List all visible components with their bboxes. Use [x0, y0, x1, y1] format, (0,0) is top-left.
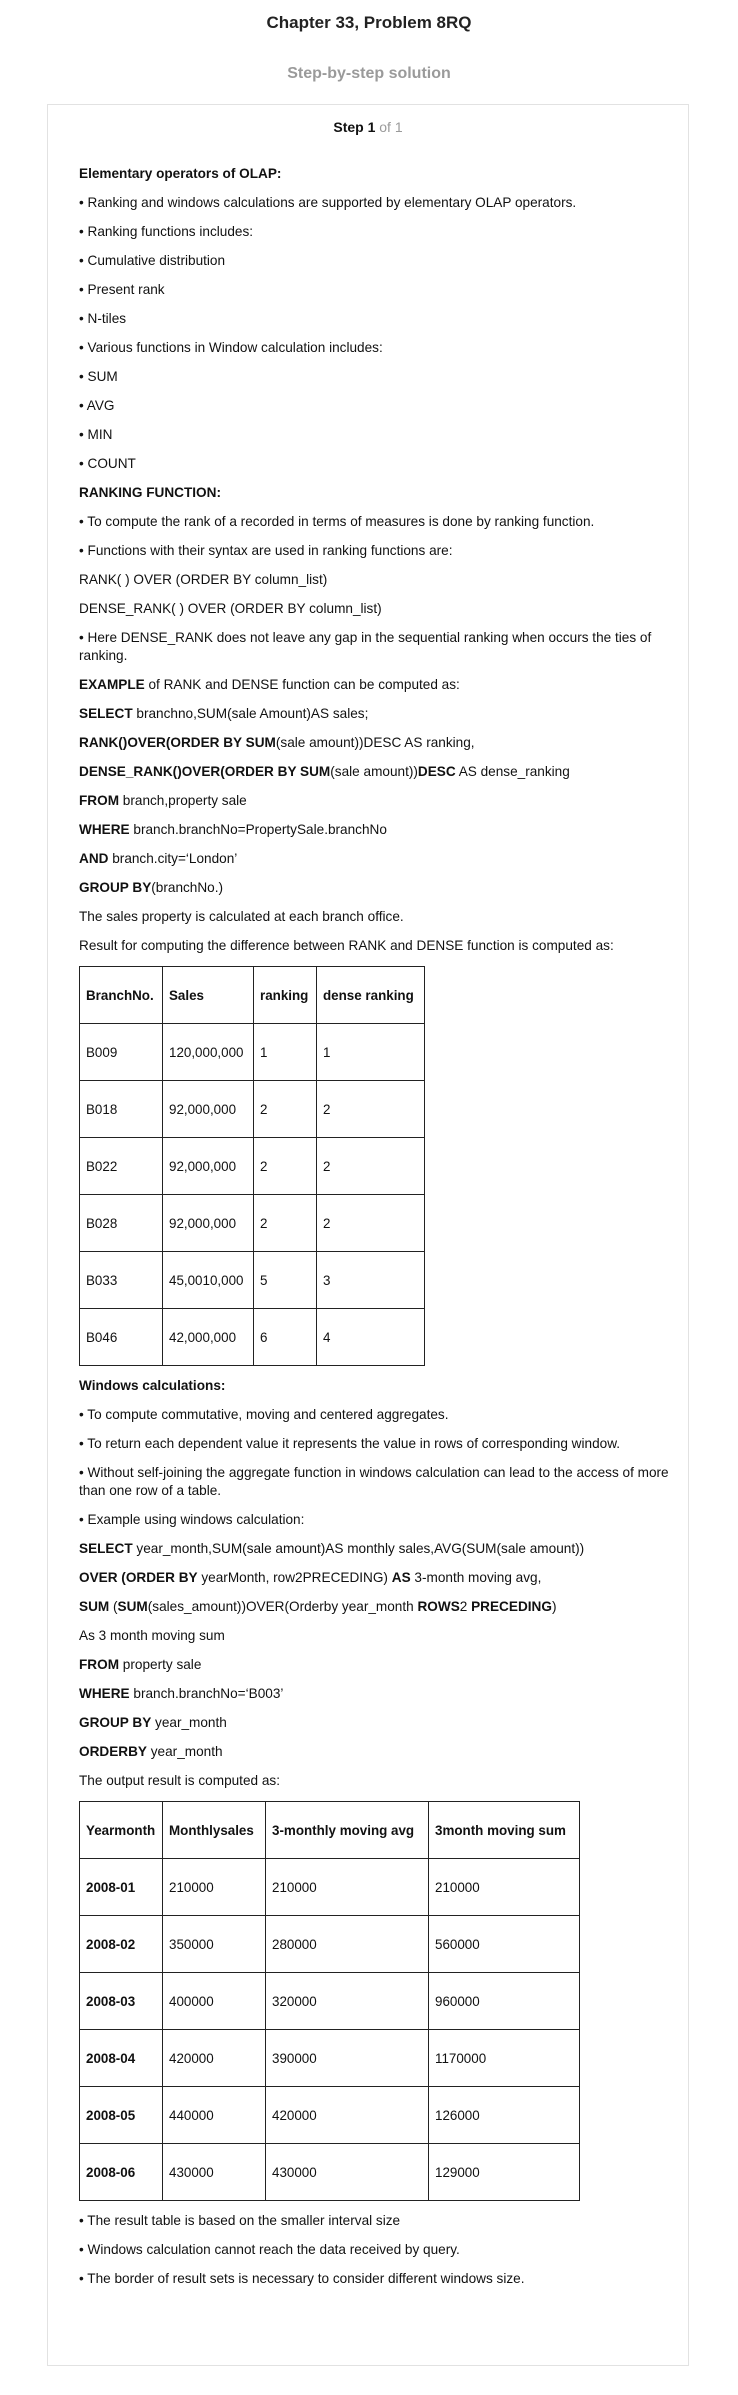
code-line: RANK( ) OVER (ORDER BY column_list): [79, 572, 328, 587]
paragraph: • Functions with their syntax are used in ranking functions are:: [79, 543, 453, 558]
table-cell: 92,000,000: [163, 1138, 254, 1195]
paragraph: • MIN: [79, 427, 113, 442]
sql-line: [79, 734, 671, 752]
keyword: FROM: [79, 1657, 120, 1672]
table-row: [80, 1916, 580, 1973]
keyword: ORDERBY: [79, 1744, 147, 1759]
windows-heading: Windows calculations:: [79, 1378, 226, 1393]
sql-line: [79, 1685, 671, 1703]
text: year_month: [146, 1744, 223, 1759]
column-header: 3month moving sum: [429, 1802, 580, 1859]
keyword: FROM: [79, 793, 120, 808]
table-cell: 430000: [163, 2144, 266, 2201]
paragraph: Result for computing the difference between RANK and DENSE function is computed as:: [79, 938, 614, 953]
sql-line: [79, 1656, 671, 1674]
table-cell: 2008-05: [80, 2087, 163, 2144]
table-row: [80, 1024, 425, 1081]
table-cell: 2008-01: [80, 1859, 163, 1916]
ranking-heading: RANKING FUNCTION:: [79, 485, 221, 500]
paragraph: • COUNT: [79, 456, 136, 471]
text: 3-month moving avg,: [410, 1570, 542, 1585]
keyword: SUM: [117, 1599, 148, 1614]
text: year_month: [151, 1715, 227, 1730]
column-header: dense ranking: [317, 967, 425, 1024]
paragraph: The output result is computed as:: [79, 1773, 280, 1788]
paragraph: • Without self-joining the aggregate function in windows calculation can lead to the access of more than one row of a table.: [79, 1465, 669, 1498]
text: yearMonth, row2PRECEDING): [197, 1570, 392, 1585]
table-cell: 2008-06: [80, 2144, 163, 2201]
sql-line: [79, 850, 671, 868]
table-cell: 2: [254, 1195, 317, 1252]
table-cell: 2008-04: [80, 2030, 163, 2087]
keyword: AS: [391, 1570, 411, 1585]
text: (sale amount))DESC AS ranking,: [275, 735, 475, 750]
table-row: [80, 2087, 580, 2144]
sql-line: As 3 month moving sum: [79, 1628, 225, 1643]
step-header: [48, 119, 688, 139]
paragraph: • To compute the rank of a recorded in terms of measures is done by ranking function.: [79, 514, 595, 529]
table-cell: B033: [80, 1252, 163, 1309]
keyword: AND: [79, 851, 109, 866]
paragraph: • To return each dependent value it represents the value in rows of corresponding window.: [79, 1436, 621, 1451]
text: branch.branchNo=‘B003’: [129, 1686, 284, 1701]
table-cell: 2: [254, 1138, 317, 1195]
table-cell: 5: [254, 1252, 317, 1309]
table-cell: 210000: [429, 1859, 580, 1916]
paragraph: • The result table is based on the smaller interval size: [79, 2213, 401, 2228]
column-header: 3-monthly moving avg: [266, 1802, 429, 1859]
table-row: [80, 1195, 425, 1252]
text: property sale: [119, 1657, 202, 1672]
table-row: [80, 1859, 580, 1916]
table-cell: 129000: [429, 2144, 580, 2201]
sql-line: [79, 879, 671, 897]
text: branch.branchNo=PropertySale.branchNo: [129, 822, 387, 837]
text: (sale amount)): [330, 764, 418, 779]
paragraph: • Cumulative distribution: [79, 253, 226, 268]
table-cell: 92,000,000: [163, 1195, 254, 1252]
sql-line: [79, 1569, 671, 1587]
column-header: Yearmonth: [80, 1802, 163, 1859]
table-row: [80, 2144, 580, 2201]
table-cell: 1170000: [429, 2030, 580, 2087]
table-cell: 390000: [266, 2030, 429, 2087]
table-cell: 4: [317, 1309, 425, 1366]
keyword: SELECT: [79, 706, 133, 721]
keyword: OVER (ORDER BY: [79, 1570, 198, 1585]
window-table: [79, 1801, 580, 2201]
paragraph: The sales property is calculated at each branch office.: [79, 909, 404, 924]
keyword: PRECEDING: [471, 1599, 552, 1614]
sql-line: [79, 821, 671, 839]
keyword: GROUP BY: [79, 1715, 152, 1730]
step-label: Step 1: [333, 119, 376, 135]
paragraph: • Various functions in Window calculation includes:: [79, 340, 383, 355]
paragraph: • Here DENSE_RANK does not leave any gap in the sequential ranking when occurs the ties of ranking.: [79, 630, 652, 663]
keyword: SELECT: [79, 1541, 133, 1556]
paragraph: • Windows calculation cannot reach the data received by query.: [79, 2242, 460, 2257]
code-line: DENSE_RANK( ) OVER (ORDER BY column_list): [79, 601, 382, 616]
keyword: WHERE: [79, 1686, 130, 1701]
step-of: of 1: [379, 119, 403, 135]
column-header: ranking: [254, 967, 317, 1024]
keyword: EXAMPLE: [79, 677, 145, 692]
table-cell: 42,000,000: [163, 1309, 254, 1366]
text: year_month,SUM(sale amount)AS monthly sales,AVG(SUM(sale amount)): [132, 1541, 585, 1556]
table-row: [80, 1081, 425, 1138]
table-cell: 420000: [266, 2087, 429, 2144]
table-cell: 350000: [163, 1916, 266, 1973]
paragraph: • N-tiles: [79, 311, 127, 326]
table-cell: 2: [317, 1195, 425, 1252]
table-cell: B028: [80, 1195, 163, 1252]
text: 2: [459, 1599, 472, 1614]
table-cell: B022: [80, 1138, 163, 1195]
table-row: [80, 2030, 580, 2087]
text: branchno,SUM(sale Amount)AS sales;: [132, 706, 369, 721]
table-cell: 1: [254, 1024, 317, 1081]
keyword: ROWS: [417, 1599, 460, 1614]
olap-heading: Elementary operators of OLAP:: [79, 166, 282, 181]
sql-line: [79, 705, 671, 723]
sql-line: [79, 1598, 671, 1616]
table-cell: 960000: [429, 1973, 580, 2030]
keyword: DENSE_RANK()OVER(ORDER BY SUM: [79, 764, 331, 779]
text: (sales_amount))OVER(Orderby year_month: [147, 1599, 418, 1614]
sql-line: [79, 792, 671, 810]
paragraph: [79, 676, 671, 694]
paragraph: • To compute commutative, moving and centered aggregates.: [79, 1407, 449, 1422]
text: ): [551, 1599, 557, 1614]
table-header-row: [80, 967, 425, 1024]
table-cell: 3: [317, 1252, 425, 1309]
table-cell: 45,0010,000: [163, 1252, 254, 1309]
text: (branchNo.): [151, 880, 224, 895]
table-cell: 1: [317, 1024, 425, 1081]
paragraph: • Ranking functions includes:: [79, 224, 254, 239]
table-cell: 400000: [163, 1973, 266, 2030]
column-header: Monthlysales: [163, 1802, 266, 1859]
keyword: DESC: [417, 764, 456, 779]
text: branch.city=‘London’: [108, 851, 238, 866]
sql-line: [79, 1714, 671, 1732]
table-cell: B018: [80, 1081, 163, 1138]
table-cell: 120,000,000: [163, 1024, 254, 1081]
rank-table: [79, 966, 425, 1366]
table-cell: 430000: [266, 2144, 429, 2201]
paragraph: • The border of result sets is necessary to consider different windows size.: [79, 2271, 525, 2286]
table-row: [80, 1138, 425, 1195]
table-row: [80, 1252, 425, 1309]
paragraph: • SUM: [79, 369, 118, 384]
table-cell: 210000: [163, 1859, 266, 1916]
table-cell: 2008-02: [80, 1916, 163, 1973]
keyword: GROUP BY: [79, 880, 152, 895]
text: of RANK and DENSE function can be computed as:: [144, 677, 460, 692]
table-header-row: [80, 1802, 580, 1859]
sql-line: [79, 1743, 671, 1761]
table-cell: 560000: [429, 1916, 580, 1973]
table-cell: 280000: [266, 1916, 429, 1973]
column-header: BranchNo.: [80, 967, 163, 1024]
table-cell: 440000: [163, 2087, 266, 2144]
keyword: WHERE: [79, 822, 130, 837]
keyword: SUM: [79, 1599, 110, 1614]
table-cell: 6: [254, 1309, 317, 1366]
text: branch,property sale: [119, 793, 247, 808]
paragraph: • AVG: [79, 398, 115, 413]
solution-card: [47, 104, 689, 2366]
table-cell: 92,000,000: [163, 1081, 254, 1138]
paragraph: • Ranking and windows calculations are supported by elementary OLAP operators.: [79, 195, 577, 210]
table-cell: 320000: [266, 1973, 429, 2030]
solution-content: [79, 165, 671, 2299]
sql-line: [79, 763, 671, 781]
paragraph: • Present rank: [79, 282, 165, 297]
sql-line: [79, 1540, 671, 1558]
table-cell: 2008-03: [80, 1973, 163, 2030]
text: AS dense_ranking: [455, 764, 570, 779]
page-subtitle: Step-by-step solution: [287, 65, 451, 82]
table-cell: B009: [80, 1024, 163, 1081]
table-cell: 420000: [163, 2030, 266, 2087]
text: (: [109, 1599, 118, 1614]
table-cell: 2: [317, 1138, 425, 1195]
table-cell: 126000: [429, 2087, 580, 2144]
table-row: [80, 1309, 425, 1366]
table-cell: 210000: [266, 1859, 429, 1916]
table-cell: B046: [80, 1309, 163, 1366]
table-cell: 2: [254, 1081, 317, 1138]
page-title: Chapter 33, Problem 8RQ: [266, 13, 472, 32]
table-cell: 2: [317, 1081, 425, 1138]
table-row: [80, 1973, 580, 2030]
column-header: Sales: [163, 967, 254, 1024]
paragraph: • Example using windows calculation:: [79, 1512, 305, 1527]
keyword: RANK()OVER(ORDER BY SUM: [79, 735, 276, 750]
